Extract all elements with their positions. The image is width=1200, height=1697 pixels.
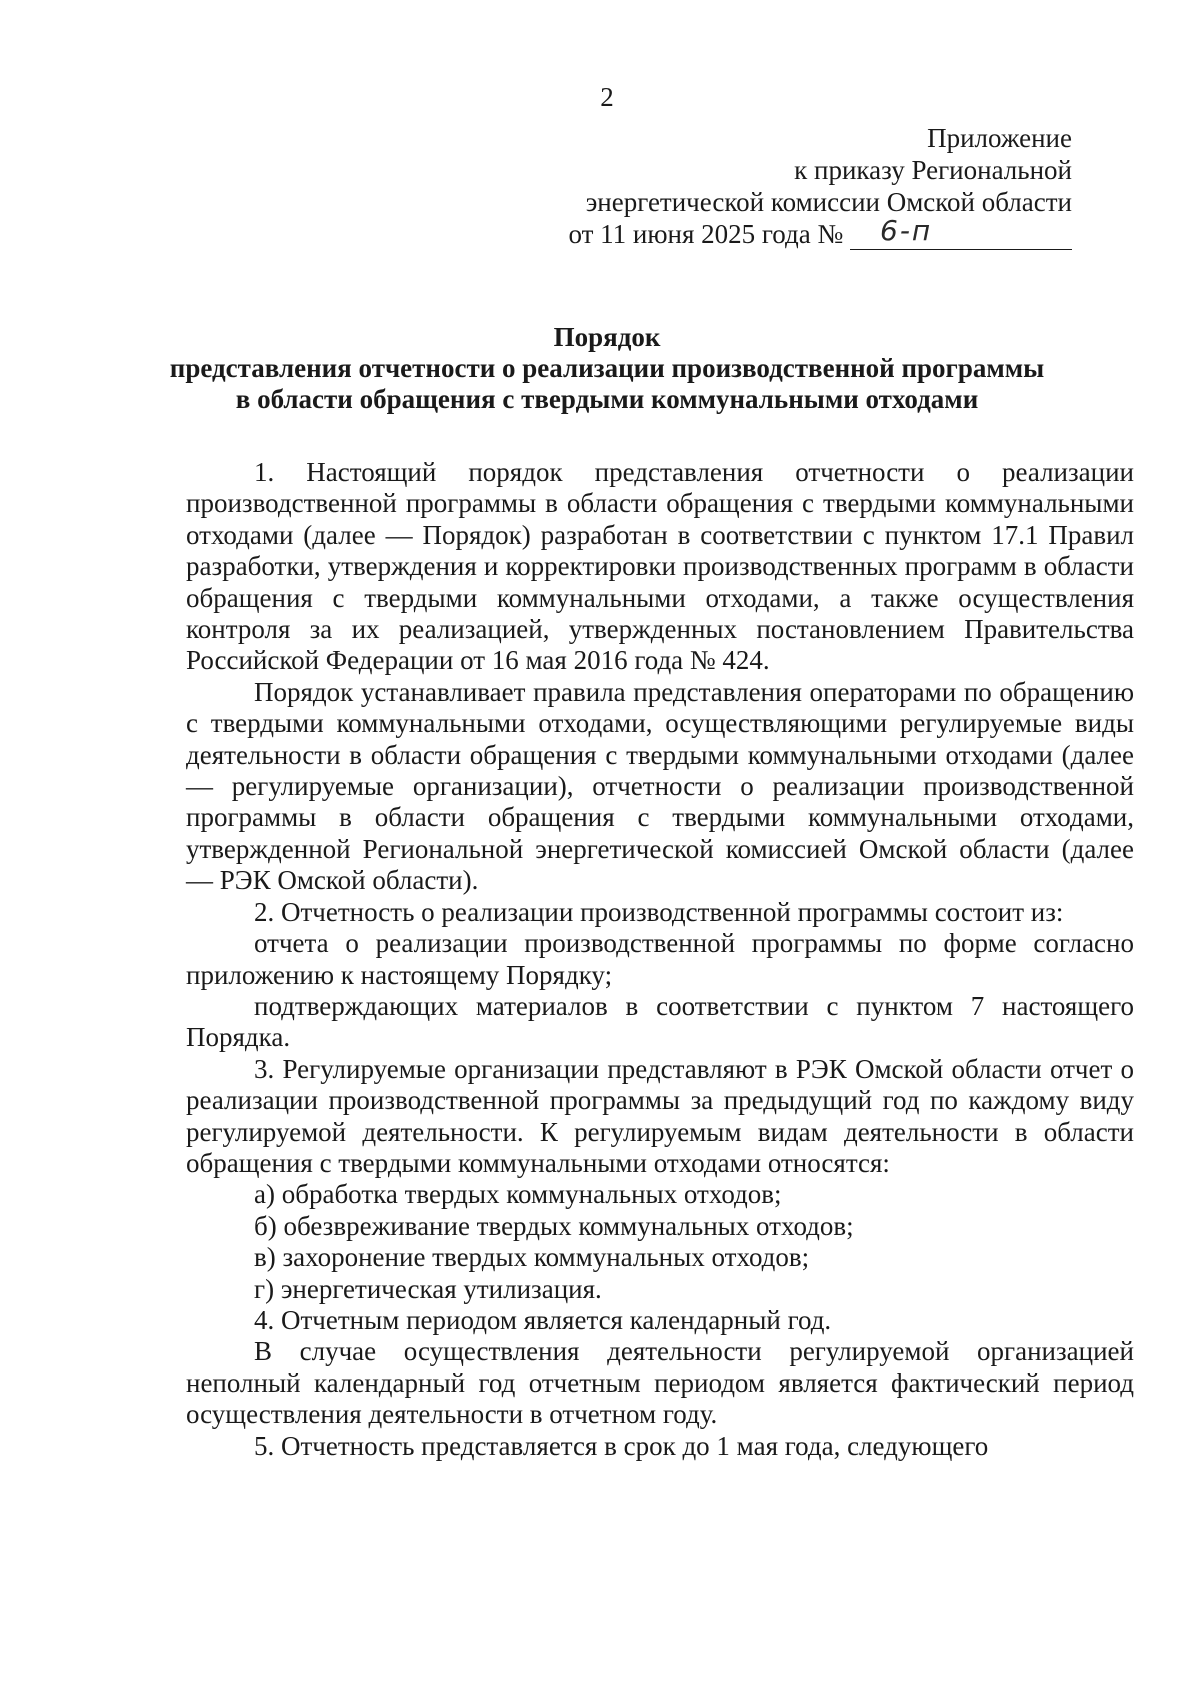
order-number-handwritten: 6-п <box>880 214 933 247</box>
paragraph-3: 2. Отчетность о реализации производственной программы состоит из: <box>254 896 1064 927</box>
appendix-title: Приложение <box>927 123 1072 153</box>
order-number-field <box>850 214 1072 250</box>
paragraph-5: подтверждающих материалов в соответствии с пунктом 7 настоящего Порядка. <box>186 990 1134 1053</box>
appendix-order-ref: к приказу Региональной <box>794 155 1072 185</box>
paragraph-6: 3. Регулируемые организации представляют в РЭК Омской области отчет о реализации производственной программы за предыдущий год по каждому виду регулируемой деятельности. К регулируемым видам деятельности в области обращения с твердыми коммунальными отходами относятся: <box>186 1053 1134 1178</box>
title-line-3: в области обращения с твердыми коммунальными отходами <box>235 384 979 414</box>
appendix-commission: энергетической комиссии Омской области <box>585 187 1072 217</box>
paragraph-4: отчета о реализации производственной программы по форме согласно приложению к настоящему Порядку; <box>186 928 1134 990</box>
list-item-d: г) энергетическая утилизация. <box>254 1273 602 1304</box>
appendix-date-line <box>568 214 1072 250</box>
paragraph-7: 4. Отчетным периодом является календарный год. <box>254 1304 832 1335</box>
paragraph-2: Порядок устанавливает правила представления операторами по обращению с твердыми коммунальными отходами, осуществляющими регулируемые виды деятельности в области обращения с твердыми коммунальными отходами (далее — регулируемые организации), отчетности о реализации производственной программы в области обращения с твердыми коммунальными отходами, утвержденной Региональной энергетической комиссией Омской области (далее — РЭК Омской области). <box>186 676 1134 896</box>
paragraph-1: 1. Настоящий порядок представления отчетности о реализации производственной программы в области обращения с твердыми коммунальными отходами (далее — Порядок) разработан в соответствии с пунктом 17.1 Правил разработки, утверждения и корректировки производственных программ в области обращения с твердыми коммунальными отходами, а также осуществления контроля за их реализацией, утвержденных постановлением Правительства Российской Федерации от 16 мая 2016 года № 424. <box>186 457 1134 676</box>
appendix-date: от 11 июня 2025 года № <box>568 219 844 249</box>
title-line-2: представления отчетности о реализации производственной программы <box>169 353 1045 383</box>
list-item-b: б) обезвреживание твердых коммунальных отходов; <box>254 1210 854 1241</box>
document-body <box>186 457 1134 1462</box>
appendix-header <box>568 122 1072 250</box>
paragraph-8: В случае осуществления деятельности регулируемой организацией неполный календарный год отчетным периодом является фактический период осуществления деятельности в отчетном году. <box>186 1336 1134 1430</box>
title-line-1: Порядок <box>553 322 661 352</box>
list-item-c: в) захоронение твердых коммунальных отходов; <box>254 1242 810 1273</box>
document-title <box>140 322 1074 415</box>
list-item-a: а) обработка твердых коммунальных отходов; <box>254 1179 782 1210</box>
paragraph-9: 5. Отчетность представляется в срок до 1 мая года, следующего <box>254 1430 989 1461</box>
page-number: 2 <box>600 82 614 112</box>
